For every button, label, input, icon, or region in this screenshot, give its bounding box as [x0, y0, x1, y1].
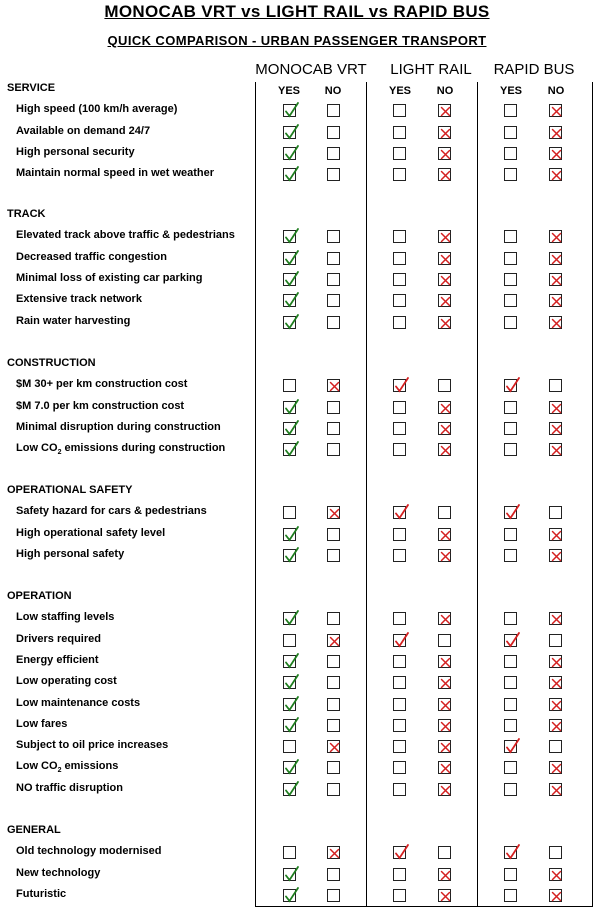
row-label: Low fares	[16, 717, 68, 730]
rapid-bus-yes-checkbox[interactable]	[504, 612, 517, 625]
light-rail-no-checkbox-crossed[interactable]	[438, 676, 451, 689]
monocab-yes-checkbox-ticked[interactable]	[283, 401, 296, 414]
rapid-bus-yes-checkbox[interactable]	[504, 422, 517, 435]
light-rail-no-checkbox-crossed[interactable]	[438, 401, 451, 414]
monocab-no-checkbox[interactable]	[327, 168, 340, 181]
rapid-bus-yes-checkbox-ticked[interactable]	[504, 740, 517, 753]
monocab-no-checkbox[interactable]	[327, 252, 340, 265]
rapid-bus-yes-checkbox[interactable]	[504, 443, 517, 456]
light-rail-no-checkbox-crossed[interactable]	[438, 698, 451, 711]
light-rail-no-checkbox-crossed[interactable]	[438, 443, 451, 456]
monocab-no-checkbox[interactable]	[327, 422, 340, 435]
monocab-yes-checkbox-ticked[interactable]	[283, 294, 296, 307]
rapid-bus-yes-checkbox[interactable]	[504, 783, 517, 796]
light-rail-no-checkbox-crossed[interactable]	[438, 126, 451, 139]
light-rail-yes-checkbox[interactable]	[393, 168, 406, 181]
row-label: High personal safety	[16, 547, 125, 560]
row-label-part: Low CO	[16, 760, 58, 773]
monocab-no-checkbox[interactable]	[327, 294, 340, 307]
light-rail-yes-checkbox[interactable]	[393, 294, 406, 307]
row-label: Decreased traffic congestion	[16, 250, 167, 263]
light-rail-yes-checkbox-ticked[interactable]	[393, 379, 406, 392]
rapid-bus-no-checkbox-crossed[interactable]	[549, 761, 562, 774]
light-rail-no-checkbox-crossed[interactable]	[438, 422, 451, 435]
column-header-light-rail: LIGHT RAIL	[390, 61, 472, 78]
rapid-bus-yes-checkbox[interactable]	[504, 698, 517, 711]
light-rail-yes-checkbox[interactable]	[393, 528, 406, 541]
rapid-bus-no-checkbox-crossed[interactable]	[549, 168, 562, 181]
light-rail-yes-checkbox[interactable]	[393, 868, 406, 881]
monocab-no-checkbox[interactable]	[327, 443, 340, 456]
light-rail-no-checkbox-crossed[interactable]	[438, 294, 451, 307]
monocab-yes-checkbox-ticked[interactable]	[283, 147, 296, 160]
rapid-bus-no-checkbox-crossed[interactable]	[549, 676, 562, 689]
subscript: 2	[57, 449, 62, 457]
monocab-yes-checkbox-ticked[interactable]	[283, 698, 296, 711]
light-rail-no-checkbox[interactable]	[438, 846, 451, 859]
rapid-bus-no-checkbox-crossed[interactable]	[549, 401, 562, 414]
light-rail-no-checkbox-crossed[interactable]	[438, 719, 451, 732]
rapid-bus-yes-checkbox[interactable]	[504, 316, 517, 329]
monocab-no-checkbox[interactable]	[327, 868, 340, 881]
monocab-no-checkbox[interactable]	[327, 273, 340, 286]
rapid-bus-no-checkbox-crossed[interactable]	[549, 868, 562, 881]
rapid-bus-no-header: NO	[547, 85, 565, 97]
monocab-yes-checkbox-ticked[interactable]	[283, 528, 296, 541]
section-heading: TRACK	[7, 208, 46, 220]
rapid-bus-no-checkbox-crossed[interactable]	[549, 549, 562, 562]
rapid-bus-no-checkbox-crossed[interactable]	[549, 783, 562, 796]
monocab-no-checkbox[interactable]	[327, 230, 340, 243]
monocab-yes-checkbox-ticked[interactable]	[283, 761, 296, 774]
row-label: Rain water harvesting	[16, 314, 131, 327]
row-label: Safety hazard for cars & pedestrians	[16, 505, 207, 518]
monocab-no-checkbox[interactable]	[327, 783, 340, 796]
light-rail-no-checkbox[interactable]	[438, 379, 451, 392]
rapid-bus-yes-checkbox[interactable]	[504, 401, 517, 414]
light-rail-no-checkbox-crossed[interactable]	[438, 655, 451, 668]
light-rail-no-checkbox-crossed[interactable]	[438, 612, 451, 625]
light-rail-no-checkbox-crossed[interactable]	[438, 889, 451, 902]
page-subtitle: QUICK COMPARISON - URBAN PASSENGER TRANSPORT	[107, 33, 487, 48]
light-rail-no-header: NO	[436, 85, 454, 97]
rapid-bus-yes-checkbox[interactable]	[504, 868, 517, 881]
section-heading: OPERATIONAL SAFETY	[7, 484, 133, 496]
rapid-bus-yes-checkbox-ticked[interactable]	[504, 846, 517, 859]
monocab-yes-checkbox-ticked[interactable]	[283, 126, 296, 139]
rapid-bus-yes-header: YES	[499, 85, 522, 97]
light-rail-yes-checkbox[interactable]	[393, 719, 406, 732]
rapid-bus-no-checkbox-crossed[interactable]	[549, 655, 562, 668]
row-label: NO traffic disruption	[16, 781, 123, 794]
light-rail-no-checkbox-crossed[interactable]	[438, 783, 451, 796]
row-label: Maintain normal speed in wet weather	[16, 167, 215, 180]
light-rail-no-checkbox-crossed[interactable]	[438, 761, 451, 774]
grid-line-left	[255, 82, 256, 907]
rapid-bus-no-checkbox[interactable]	[549, 740, 562, 753]
monocab-no-checkbox[interactable]	[327, 401, 340, 414]
light-rail-yes-checkbox[interactable]	[393, 783, 406, 796]
rapid-bus-yes-checkbox[interactable]	[504, 294, 517, 307]
light-rail-yes-checkbox[interactable]	[393, 422, 406, 435]
light-rail-yes-checkbox[interactable]	[393, 655, 406, 668]
monocab-yes-checkbox-ticked[interactable]	[283, 655, 296, 668]
light-rail-yes-checkbox[interactable]	[393, 104, 406, 117]
rapid-bus-no-checkbox[interactable]	[549, 846, 562, 859]
rapid-bus-yes-checkbox[interactable]	[504, 230, 517, 243]
row-label: Available on demand 24/7	[16, 124, 151, 137]
row-label: Low staffing levels	[16, 611, 115, 624]
light-rail-no-checkbox-crossed[interactable]	[438, 549, 451, 562]
light-rail-no-checkbox-crossed[interactable]	[438, 230, 451, 243]
light-rail-yes-checkbox[interactable]	[393, 698, 406, 711]
rapid-bus-no-checkbox-crossed[interactable]	[549, 230, 562, 243]
monocab-yes-checkbox-ticked[interactable]	[283, 719, 296, 732]
row-label: Old technology modernised	[16, 845, 162, 858]
light-rail-yes-checkbox-ticked[interactable]	[393, 506, 406, 519]
row-label: Minimal loss of existing car parking	[16, 271, 203, 284]
light-rail-no-checkbox-crossed[interactable]	[438, 168, 451, 181]
monocab-no-checkbox[interactable]	[327, 761, 340, 774]
rapid-bus-yes-checkbox[interactable]	[504, 168, 517, 181]
column-header-monocab: MONOCAB VRT	[255, 61, 367, 78]
monocab-no-checkbox[interactable]	[327, 549, 340, 562]
rapid-bus-no-checkbox-crossed[interactable]	[549, 147, 562, 160]
monocab-no-checkbox-crossed[interactable]	[327, 740, 340, 753]
rapid-bus-no-checkbox-crossed[interactable]	[549, 443, 562, 456]
rapid-bus-no-checkbox-crossed[interactable]	[549, 528, 562, 541]
light-rail-yes-checkbox[interactable]	[393, 889, 406, 902]
monocab-yes-checkbox-ticked[interactable]	[283, 612, 296, 625]
row-label: High speed (100 km/h average)	[16, 103, 178, 116]
monocab-yes-checkbox-ticked[interactable]	[283, 230, 296, 243]
light-rail-yes-checkbox[interactable]	[393, 761, 406, 774]
monocab-yes-checkbox-ticked[interactable]	[283, 676, 296, 689]
row-label: High personal security	[16, 145, 135, 158]
section-heading: GENERAL	[7, 824, 61, 836]
row-label-part: emissions	[61, 760, 119, 773]
monocab-yes-checkbox-ticked[interactable]	[283, 316, 296, 329]
monocab-yes-checkbox-ticked[interactable]	[283, 422, 296, 435]
monocab-no-checkbox-crossed[interactable]	[327, 506, 340, 519]
light-rail-yes-checkbox[interactable]	[393, 252, 406, 265]
row-label: Drivers required	[16, 632, 101, 645]
monocab-no-checkbox-crossed[interactable]	[327, 379, 340, 392]
row-label: Subject to oil price increases	[16, 739, 169, 752]
monocab-no-checkbox-crossed[interactable]	[327, 634, 340, 647]
row-label: Elevated track above traffic & pedestrians	[16, 229, 235, 242]
monocab-no-checkbox[interactable]	[327, 528, 340, 541]
grid-line-divider-2	[477, 82, 478, 907]
monocab-yes-checkbox-ticked[interactable]	[283, 252, 296, 265]
monocab-no-header: NO	[324, 85, 342, 97]
monocab-yes-checkbox-ticked[interactable]	[283, 168, 296, 181]
monocab-yes-checkbox-ticked[interactable]	[283, 889, 296, 902]
row-label	[16, 760, 118, 774]
rapid-bus-yes-checkbox-ticked[interactable]	[504, 506, 517, 519]
grid-line-right	[592, 82, 593, 907]
light-rail-yes-header: YES	[388, 85, 411, 97]
light-rail-yes-checkbox-ticked[interactable]	[393, 846, 406, 859]
light-rail-no-checkbox-crossed[interactable]	[438, 528, 451, 541]
light-rail-no-checkbox-crossed[interactable]	[438, 252, 451, 265]
light-rail-no-checkbox[interactable]	[438, 506, 451, 519]
monocab-no-checkbox[interactable]	[327, 126, 340, 139]
rapid-bus-yes-checkbox[interactable]	[504, 104, 517, 117]
grid-line-bottom	[255, 906, 593, 907]
rapid-bus-yes-checkbox[interactable]	[504, 147, 517, 160]
light-rail-yes-checkbox[interactable]	[393, 443, 406, 456]
rapid-bus-yes-checkbox-ticked[interactable]	[504, 634, 517, 647]
monocab-yes-checkbox[interactable]	[283, 634, 296, 647]
row-label: $M 30+ per km construction cost	[16, 378, 188, 391]
monocab-yes-checkbox[interactable]	[283, 740, 296, 753]
rapid-bus-no-checkbox-crossed[interactable]	[549, 252, 562, 265]
monocab-no-checkbox[interactable]	[327, 147, 340, 160]
rapid-bus-yes-checkbox[interactable]	[504, 889, 517, 902]
rapid-bus-no-checkbox-crossed[interactable]	[549, 316, 562, 329]
rapid-bus-no-checkbox-crossed[interactable]	[549, 294, 562, 307]
row-label: $M 7.0 per km construction cost	[16, 399, 185, 412]
rapid-bus-no-checkbox-crossed[interactable]	[549, 612, 562, 625]
rapid-bus-yes-checkbox-ticked[interactable]	[504, 379, 517, 392]
subscript: 2	[57, 767, 62, 775]
row-label: Low operating cost	[16, 675, 117, 688]
rapid-bus-no-checkbox-crossed[interactable]	[549, 422, 562, 435]
monocab-no-checkbox[interactable]	[327, 698, 340, 711]
row-label-part: emissions during construction	[61, 442, 226, 455]
monocab-yes-checkbox-ticked[interactable]	[283, 549, 296, 562]
light-rail-yes-checkbox[interactable]	[393, 126, 406, 139]
rapid-bus-yes-checkbox[interactable]	[504, 655, 517, 668]
column-header-rapid-bus: RAPID BUS	[493, 61, 575, 78]
light-rail-no-checkbox-crossed[interactable]	[438, 147, 451, 160]
monocab-no-checkbox[interactable]	[327, 719, 340, 732]
rapid-bus-yes-checkbox[interactable]	[504, 126, 517, 139]
rapid-bus-no-checkbox-crossed[interactable]	[549, 126, 562, 139]
rapid-bus-yes-checkbox[interactable]	[504, 676, 517, 689]
light-rail-yes-checkbox[interactable]	[393, 401, 406, 414]
monocab-no-checkbox[interactable]	[327, 655, 340, 668]
monocab-yes-header: YES	[277, 85, 300, 97]
section-heading: OPERATION	[7, 590, 72, 602]
monocab-yes-checkbox-ticked[interactable]	[283, 783, 296, 796]
light-rail-yes-checkbox[interactable]	[393, 316, 406, 329]
rapid-bus-no-checkbox-crossed[interactable]	[549, 104, 562, 117]
monocab-yes-checkbox-ticked[interactable]	[283, 273, 296, 286]
light-rail-no-checkbox-crossed[interactable]	[438, 740, 451, 753]
light-rail-yes-checkbox[interactable]	[393, 549, 406, 562]
rapid-bus-no-checkbox-crossed[interactable]	[549, 698, 562, 711]
monocab-no-checkbox[interactable]	[327, 676, 340, 689]
light-rail-no-checkbox-crossed[interactable]	[438, 273, 451, 286]
rapid-bus-no-checkbox-crossed[interactable]	[549, 889, 562, 902]
rapid-bus-yes-checkbox[interactable]	[504, 252, 517, 265]
row-label-part: Low CO	[16, 442, 58, 455]
monocab-yes-checkbox-ticked[interactable]	[283, 104, 296, 117]
row-label: Extensive track network	[16, 293, 142, 306]
light-rail-yes-checkbox[interactable]	[393, 230, 406, 243]
rapid-bus-yes-checkbox[interactable]	[504, 528, 517, 541]
row-label: Low maintenance costs	[16, 696, 141, 709]
section-heading: CONSTRUCTION	[7, 357, 96, 369]
section-heading: SERVICE	[7, 82, 56, 94]
row-label: High operational safety level	[16, 526, 166, 539]
rapid-bus-no-checkbox-crossed[interactable]	[549, 719, 562, 732]
rapid-bus-no-checkbox-crossed[interactable]	[549, 273, 562, 286]
light-rail-yes-checkbox[interactable]	[393, 676, 406, 689]
monocab-yes-checkbox-ticked[interactable]	[283, 868, 296, 881]
light-rail-yes-checkbox-ticked[interactable]	[393, 634, 406, 647]
monocab-yes-checkbox[interactable]	[283, 846, 296, 859]
rapid-bus-yes-checkbox[interactable]	[504, 719, 517, 732]
light-rail-yes-checkbox[interactable]	[393, 612, 406, 625]
monocab-no-checkbox[interactable]	[327, 104, 340, 117]
row-label: Futuristic	[16, 887, 67, 900]
light-rail-no-checkbox-crossed[interactable]	[438, 868, 451, 881]
light-rail-yes-checkbox[interactable]	[393, 147, 406, 160]
rapid-bus-yes-checkbox[interactable]	[504, 273, 517, 286]
rapid-bus-no-checkbox[interactable]	[549, 506, 562, 519]
monocab-no-checkbox[interactable]	[327, 316, 340, 329]
row-label: Minimal disruption during construction	[16, 420, 221, 433]
monocab-no-checkbox-crossed[interactable]	[327, 846, 340, 859]
row-label	[16, 442, 225, 456]
monocab-yes-checkbox[interactable]	[283, 506, 296, 519]
light-rail-no-checkbox[interactable]	[438, 634, 451, 647]
light-rail-yes-checkbox[interactable]	[393, 740, 406, 753]
rapid-bus-no-checkbox[interactable]	[549, 634, 562, 647]
light-rail-no-checkbox-crossed[interactable]	[438, 316, 451, 329]
light-rail-no-checkbox-crossed[interactable]	[438, 104, 451, 117]
row-label: New technology	[16, 866, 101, 879]
monocab-yes-checkbox-ticked[interactable]	[283, 443, 296, 456]
rapid-bus-no-checkbox[interactable]	[549, 379, 562, 392]
light-rail-yes-checkbox[interactable]	[393, 273, 406, 286]
monocab-yes-checkbox[interactable]	[283, 379, 296, 392]
monocab-no-checkbox[interactable]	[327, 889, 340, 902]
page-title: MONOCAB VRT vs LIGHT RAIL vs RAPID BUS	[104, 2, 490, 21]
row-label: Energy efficient	[16, 653, 99, 666]
rapid-bus-yes-checkbox[interactable]	[504, 549, 517, 562]
grid-line-divider-1	[366, 82, 367, 907]
rapid-bus-yes-checkbox[interactable]	[504, 761, 517, 774]
monocab-no-checkbox[interactable]	[327, 612, 340, 625]
